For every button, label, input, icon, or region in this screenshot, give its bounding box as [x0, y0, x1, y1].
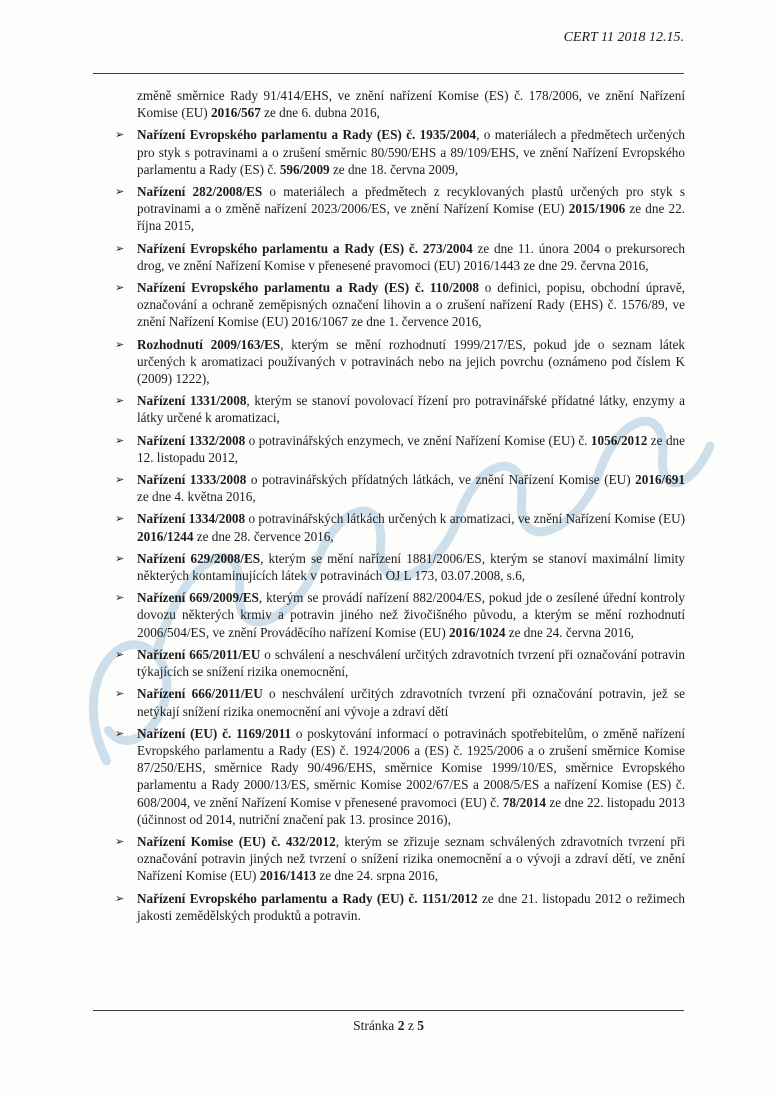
bullet-arrow-icon: ➢: [115, 551, 125, 565]
list-item: [115, 685, 685, 719]
bullet-arrow-icon: ➢: [115, 834, 125, 848]
text-segment-bold: Nařízení Evropského parlamentu a Rady (ES) č. 1935/2004: [137, 127, 477, 143]
list-item: [115, 725, 685, 828]
text-segment-bold: Nařízení 1334/2008: [137, 511, 246, 527]
text-segment: ze dne 12. listopadu 2012,: [137, 432, 685, 465]
footer-page-indicator: [0, 1018, 777, 1034]
text-segment: , kterým se mění nařízení 1881/2006/ES, kterým se stanoví maximální limity některých kontaminujících látek v potravinách OJ L 173, 03.07.2008, s.6,: [137, 550, 685, 584]
list-item-text: [137, 392, 685, 426]
footer-divider: [93, 1010, 684, 1011]
list-item: [115, 336, 685, 388]
text-segment: ze dne 6. dubna 2016,: [260, 105, 380, 121]
text-segment: ze dne 22. října 2015,: [137, 201, 685, 234]
bullet-arrow-icon: ➢: [115, 473, 125, 487]
list-item-text: [137, 471, 685, 505]
text-segment-bold: Nařízení 629/2008/ES: [137, 550, 261, 566]
text-segment-bold: Nařízení 282/2008/ES: [137, 184, 263, 200]
list-item: [115, 890, 685, 924]
list-item: [115, 510, 685, 544]
text-segment: ze dne 18. června 2009,: [329, 161, 459, 177]
list-item: [115, 126, 685, 178]
text-segment: o definici, popisu, obchodní úpravě, označování a ochraně zeměpisných označení lihovin a o zrušení nařízení Rady (EHS) č. 1576/89, ve znění Nařízení Komise (EU) 2016/1067 ze dne 1. července 2016,: [137, 280, 685, 330]
bullet-arrow-icon: ➢: [115, 281, 125, 295]
list-item: [115, 833, 685, 885]
text-segment: o schválení a neschválení určitých zdravotních tvrzení při označování potravin týkajících se snížení rizika onemocnění,: [137, 646, 685, 680]
text-segment: , kterým se provádí nařízení 882/2004/ES, pokud jde o zesílené úřední kontroly dovozu některých krmiv a potravin jiného než živočišného původu, a kterým se mění rozhodnutí 2006/504/ES, ve znění Prováděcího nařízení Komise (EU): [137, 590, 685, 640]
text-segment: o potravinářských přídatných látkách, ve znění Nařízení Komise (EU): [246, 472, 636, 488]
bullet-arrow-icon: ➢: [115, 394, 125, 408]
bullet-arrow-icon: ➢: [115, 891, 125, 905]
text-segment-bold: Nařízení (EU) č. 1169/2011: [137, 725, 292, 741]
text-segment: , kterým se stanoví povolovací řízení pro potravinářské přídatné látky, enzymy a látky určené k aromatizaci,: [137, 393, 685, 426]
list-item-text: [137, 833, 685, 885]
list-item-text: [137, 279, 685, 331]
text-segment-bold: 2016/1244: [137, 528, 194, 544]
text-segment: ze dne 24. srpna 2016,: [316, 868, 439, 884]
document-body: [115, 87, 685, 929]
list-item-text: [137, 890, 685, 924]
list-item-text: [137, 550, 685, 584]
bullet-arrow-icon: ➢: [115, 687, 125, 701]
text-segment: ze dne 11. února 2004 o prekursorech drog, ve znění Nařízení Komise v přenesené pravomoci (EU) 2016/1443 ze dne 29. června 2016,: [137, 240, 685, 273]
bullet-arrow-icon: ➢: [115, 185, 125, 199]
list-item-text: [137, 240, 685, 274]
text-segment-bold: 2016/1413: [259, 868, 317, 884]
text-segment-bold: Rozhodnutí 2009/163/ES: [137, 336, 281, 352]
list-item-text: [137, 336, 685, 388]
bullet-arrow-icon: ➢: [115, 128, 125, 142]
list-item: [115, 550, 685, 584]
text-segment: , kterým se mění rozhodnutí 1999/217/ES, pokud jde o seznam látek určených k aromatizaci používaných v potravinách nebo na jejich povrchu (oznámeno pod číslem K (2009) 1222),: [137, 336, 685, 387]
text-segment: ze dne 4. května 2016,: [137, 489, 256, 505]
bullet-arrow-icon: ➢: [115, 433, 125, 447]
text-segment: , kterým se zřizuje seznam schválených zdravotních tvrzení při označování potravin jiných než tvrzení o snížení rizika onemocnění a o vývoji a zdraví dětí, ve znění Nařízení Komise (EU): [137, 833, 685, 884]
text-segment: z: [404, 1018, 418, 1033]
text-segment-bold: 596/2009: [279, 161, 330, 177]
text-segment-bold: 5: [417, 1018, 424, 1033]
list-item-text: [137, 432, 685, 466]
text-segment: o poskytování informací o potravinách spotřebitelům, o změně nařízení Evropského parlamentu a Rady (ES) č. 1924/2006 a (ES) č. 1925/2006 a o zrušení směrnice Komise 87/250/EHS, směrnice Rady 90/496/EHS, směrnice Komise 1999/10/ES, směrnice Evropského parlamentu a Rady 2000/13/ES, směrnic Komise 2002/67/ES a 2008/5/ES a nařízení Komise (ES) č. 608/2004, ve znění Nařízení Komise v přenesené pravomoci (EU) č.: [137, 725, 685, 810]
list-item-text: [137, 510, 685, 544]
text-segment: změně směrnice Rady 91/414/EHS, ve znění nařízení Komise (ES) č. 178/2006, ve znění Nařízení Komise (EU): [137, 88, 685, 121]
text-segment-bold: 78/2014: [502, 794, 547, 810]
list-item-text: [137, 126, 685, 178]
list-item: [115, 471, 685, 505]
text-segment: o potravinářských enzymech, ve znění Nařízení Komise (EU) č.: [245, 432, 591, 448]
header-reference: CERT 11 2018 12.15.: [563, 30, 684, 45]
text-segment: ze dne 21. listopadu 2012 o režimech jakosti zemědělských produktů a potravin.: [137, 890, 685, 923]
bullet-arrow-icon: ➢: [115, 591, 125, 605]
list-item: [115, 646, 685, 680]
text-segment-bold: 2016/691: [635, 472, 685, 488]
text-segment: ze dne 22. listopadu 2013 (účinnost od 2014, nutriční značení pak 13. prosince 2016),: [137, 794, 686, 827]
text-segment: , o materiálech a předmětech určených pro styk s potravinami a o zrušení směrnic 80/590/EHS a 89/109/EHS, ve znění Nařízení Evropského parlamentu a Rady (ES) č.: [137, 127, 685, 177]
list-item-text: [137, 646, 685, 680]
bullet-arrow-icon: ➢: [115, 726, 125, 740]
list-item: [115, 183, 685, 235]
text-segment: o potravinářských látkách určených k aromatizaci, ve znění Nařízení Komise (EU): [245, 511, 685, 527]
text-segment-bold: Nařízení 665/2011/EU: [137, 646, 261, 662]
text-segment-bold: 2016/1024: [449, 624, 506, 640]
text-segment-bold: Nařízení Evropského parlamentu a Rady (ES) č. 110/2008: [137, 280, 479, 296]
list-item-text: [137, 725, 685, 828]
text-segment-bold: Nařízení 1332/2008: [137, 432, 246, 448]
bullet-arrow-icon: ➢: [115, 337, 125, 351]
bullet-arrow-icon: ➢: [115, 241, 125, 255]
list-item-text: [137, 589, 685, 641]
bullet-arrow-icon: ➢: [115, 647, 125, 661]
text-segment: o materiálech a předmětech z recyklovaných plastů určených pro styk s potravinami a o změně nařízení 2023/2006/ES, ve znění Nařízení Komise (EU): [137, 184, 685, 217]
text-segment-bold: Nařízení Komise (EU) č. 432/2012: [137, 833, 336, 849]
text-segment: ze dne 24. června 2016,: [505, 624, 634, 640]
text-segment-bold: 1056/2012: [590, 432, 648, 448]
regulation-list: [115, 126, 685, 924]
list-item: [115, 279, 685, 331]
text-segment-bold: 2016/567: [210, 105, 261, 121]
list-item-text: [137, 685, 685, 719]
text-segment-bold: Nařízení 1333/2008: [137, 472, 247, 488]
text-segment-bold: Nařízení 669/2009/ES: [137, 590, 259, 606]
list-item: [115, 392, 685, 426]
list-item-text: [137, 183, 685, 235]
text-segment-bold: Nařízení Evropského parlamentu a Rady (ES) č. 273/2004: [137, 240, 473, 256]
text-segment: Stránka: [353, 1018, 398, 1033]
text-segment-bold: Nařízení Evropského parlamentu a Rady (EU) č. 1151/2012: [137, 890, 478, 906]
list-item: [115, 589, 685, 641]
text-segment: ze dne 28. července 2016,: [193, 528, 334, 544]
text-segment-bold: 2015/1906: [568, 201, 626, 217]
text-segment-bold: Nařízení 1331/2008: [137, 393, 247, 409]
list-item: [115, 432, 685, 466]
intro-paragraph: [137, 87, 685, 121]
text-segment: o neschválení určitých zdravotních tvrzení při označování potravin, jež se netýkají snížení rizika onemocnění ani vývoje a zdraví dětí: [137, 686, 685, 719]
header-divider: [93, 73, 684, 74]
text-segment-bold: 2: [397, 1018, 405, 1033]
list-item: [115, 240, 685, 274]
bullet-arrow-icon: ➢: [115, 512, 125, 526]
text-segment-bold: Nařízení 666/2011/EU: [137, 686, 263, 702]
